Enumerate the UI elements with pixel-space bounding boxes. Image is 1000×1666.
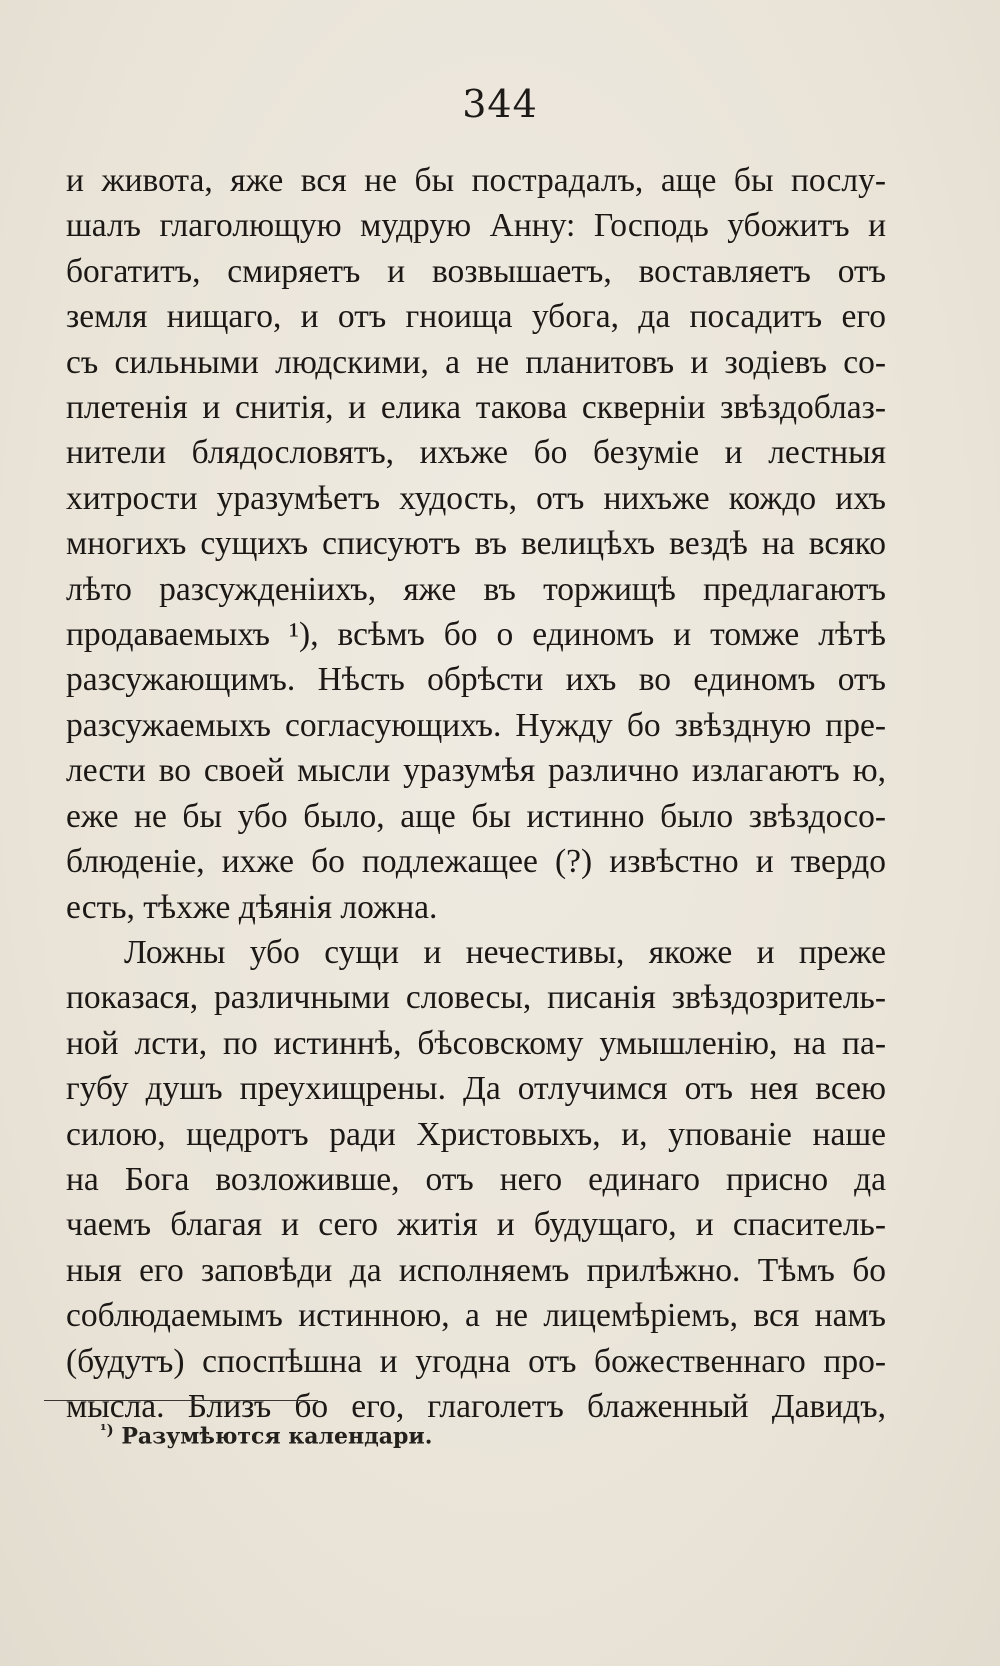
footnote: [100, 1421, 432, 1449]
page-number: 344: [462, 82, 538, 126]
footnote-divider: [44, 1400, 318, 1401]
text-line: продаваемыхъ ¹), всѣмъ бо о единомъ и томже лѣтѣ: [66, 616, 886, 654]
footnote-marker: ¹): [100, 1421, 114, 1439]
text-line: силою, щедротъ ради Христовыхъ, и, упованіе наше: [66, 1115, 886, 1153]
text-line: и живота, яже вся не бы пострадалъ, аще бы послу-: [66, 162, 886, 199]
text-line: лести во своей мысли уразумѣя различно излагаютъ ю,: [66, 752, 886, 790]
footnote-text: Разумѣются календари.: [121, 1423, 433, 1450]
text-line: блюденіе, ихже бо подлежащее (?) извѣстно и твердо: [66, 843, 886, 881]
text-line: ныя его заповѣди да исполняемъ прилѣжно. Тѣмъ бо: [66, 1251, 886, 1289]
text-line: плетенія и снитія, и елика такова скверніи звѣздоблаз-: [66, 389, 886, 427]
text-line: мысла. Близъ бо его, глаголетъ блаженный Давидъ,: [66, 1387, 886, 1425]
text-line: разсужаемыхъ согласующихъ. Нужду бо звѣздную пре-: [66, 706, 886, 744]
text-line: многихъ сущихъ списуютъ въ велицѣхъ вездѣ на всяко: [66, 525, 886, 563]
text-line: есть, тѣхже дѣянія ложна.: [66, 888, 438, 926]
text-line: земля нищаго, и отъ гноища убога, да посадитъ его: [66, 298, 886, 336]
text-line: лѣто разсужденіихъ, яже въ торжищѣ предлагаютъ: [66, 570, 886, 608]
text-line: ной лсти, по истиннѣ, бѣсовскому умышленію, на па-: [66, 1024, 886, 1062]
text-line: (будутъ) споспѣшна и угодна отъ божественнаго про-: [66, 1342, 886, 1380]
text-line: чаемъ благая и сего житія и будущаго, и спаситель-: [66, 1206, 886, 1244]
text-line: соблюдаемымъ истинною, а не лицемѣріемъ, вся намъ: [66, 1297, 886, 1335]
text-line: показася, различными словесы, писанія звѣздозритель-: [66, 979, 886, 1017]
paragraph-start-line: Ложны убо сущи и нечестивы, якоже и преже: [124, 933, 886, 971]
text-line: нители блядословятъ, ихъже бо безуміе и лестныя: [66, 434, 886, 472]
text-line: съ сильными людскими, а не планитовъ и зодіевъ со-: [66, 343, 886, 381]
text-line: разсужающимъ. Нѣсть обрѣсти ихъ во единомъ отъ: [66, 661, 886, 699]
text-line: губу душъ преухищрены. Да отлучимся отъ нея всею: [66, 1070, 886, 1108]
body-text: [66, 158, 886, 1429]
text-line: еже не бы убо было, аще бы истинно было звѣздосо-: [66, 797, 886, 835]
text-line: богатитъ, смиряетъ и возвышаетъ, воставляетъ отъ: [66, 252, 886, 290]
text-line: на Бога возложивше, отъ него единаго присно да: [66, 1160, 886, 1198]
text-line: хитрости уразумѣетъ худость, отъ нихъже кождо ихъ: [66, 479, 886, 517]
text-line: шалъ глаголющую мудрую Анну: Господь убожитъ и: [66, 207, 886, 245]
